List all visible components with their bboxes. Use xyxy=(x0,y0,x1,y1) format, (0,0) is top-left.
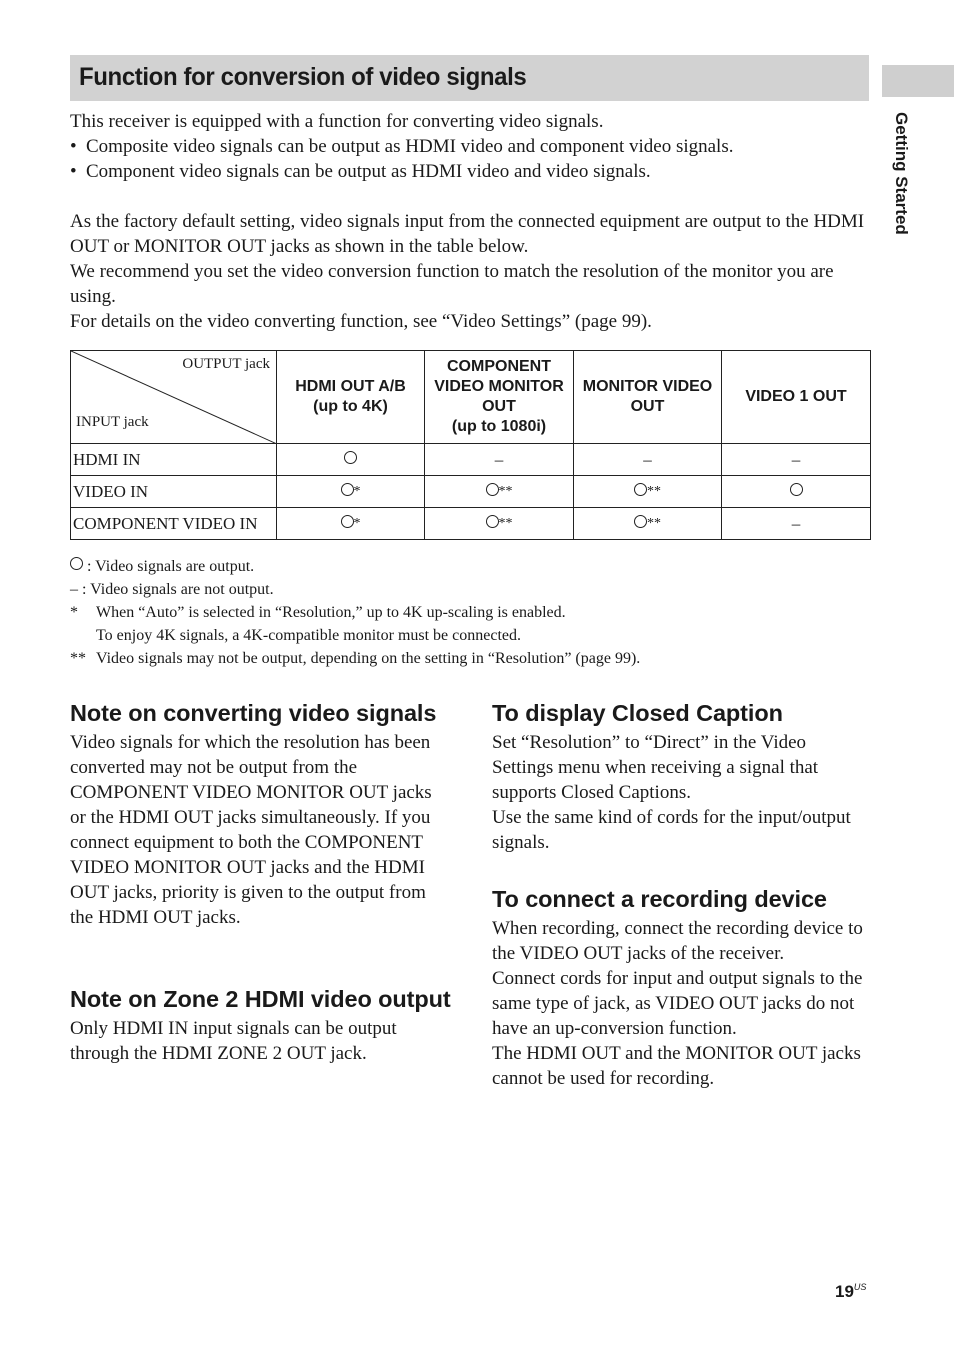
table-cell xyxy=(425,444,574,476)
recording-body: When recording, connect the recording device to the VIDEO OUT jacks of the receiver. xyxy=(492,918,863,964)
bullet-mark: • xyxy=(70,136,77,157)
column-header xyxy=(277,351,425,444)
table-cell xyxy=(722,508,871,540)
table-cell xyxy=(425,476,574,508)
table-row xyxy=(71,508,871,540)
footnote-mark: ** xyxy=(647,483,661,499)
note-converting-section xyxy=(70,701,452,930)
closed-caption-heading: To display Closed Caption xyxy=(492,700,783,726)
details-paragraph: For details on the video converting function, see “Video Settings” (page 99). xyxy=(70,311,652,332)
bullet-text: Composite video signals can be output as HDMI video and component video signals. xyxy=(86,136,734,157)
corner-input-label: INPUT jack xyxy=(76,414,149,430)
page-number-suffix: US xyxy=(853,1282,867,1292)
legend-dash-text: : Video signals are not output. xyxy=(78,581,274,598)
column-header xyxy=(722,351,871,444)
section-banner xyxy=(70,55,869,101)
table-cell xyxy=(277,476,425,508)
factory-default-block xyxy=(70,209,870,334)
circle-icon xyxy=(341,483,354,496)
circle-icon xyxy=(790,483,803,496)
footnote-mark: ** xyxy=(498,483,513,499)
circle-icon xyxy=(634,515,647,528)
corner-cell xyxy=(71,351,277,444)
closed-caption-section xyxy=(492,701,870,855)
legend-star-text-2: To enjoy 4K signals, a 4K-compatible monitor must be connected. xyxy=(96,627,522,644)
footnote-mark: ** xyxy=(647,515,661,531)
row-label: HDMI IN xyxy=(71,444,277,476)
table-cell xyxy=(722,476,871,508)
closed-caption-body-2: Use the same kind of cords for the input/output signals. xyxy=(492,807,851,853)
table-row xyxy=(71,444,871,476)
dash-mark: – xyxy=(643,449,652,469)
legend-star-text: When “Auto” is selected in “Resolution,” up to 4K up-scaling is enabled. xyxy=(96,604,566,621)
legend-double-star xyxy=(70,647,890,670)
side-tab-marker xyxy=(882,65,954,97)
note-zone2-section xyxy=(70,987,452,1066)
recording-section xyxy=(492,887,870,1091)
table-cell xyxy=(277,444,425,476)
bullet-text: Component video signals can be output as HDMI video and video signals. xyxy=(86,161,651,182)
intro-block xyxy=(70,109,870,184)
legend-circle xyxy=(70,555,890,578)
closed-caption-body: Set “Resolution” to “Direct” in the Video Settings menu when receiving a signal that supports Closed Captions. xyxy=(492,732,819,803)
circle-icon xyxy=(486,483,499,496)
recording-body-3: The HDMI OUT and the MONITOR OUT jacks cannot be used for recording. xyxy=(492,1043,861,1089)
recording-heading: To connect a recording device xyxy=(492,886,827,912)
legend-star xyxy=(70,601,890,624)
factory-default-paragraph: As the factory default setting, video signals input from the connected equipment are output to the HDMI OUT or MONITOR OUT jacks as shown in the table below. xyxy=(70,211,865,257)
table-header-row xyxy=(71,351,871,444)
legend-star-mark: * xyxy=(70,604,78,621)
circle-icon xyxy=(486,515,499,528)
circle-icon xyxy=(341,515,354,528)
note-zone2-body: Only HDMI IN input signals can be output through the HDMI ZONE 2 OUT jack. xyxy=(70,1018,397,1064)
table-cell xyxy=(425,508,574,540)
page-number-value: 19 xyxy=(835,1282,854,1301)
column-header-text: MONITOR VIDEO OUT xyxy=(582,378,713,415)
conversion-table xyxy=(70,350,871,540)
table-row xyxy=(71,476,871,508)
table-cell xyxy=(277,508,425,540)
table-legend xyxy=(70,555,890,670)
note-zone2-heading: Note on Zone 2 HDMI video output xyxy=(70,986,451,1012)
intro-bullet xyxy=(70,159,870,184)
table-cell xyxy=(722,444,871,476)
column-header-text: COMPONENT VIDEO MONITOR OUT (up to 1080i) xyxy=(434,358,564,435)
note-converting-heading: Note on converting video signals xyxy=(70,700,437,726)
footnote-mark: * xyxy=(353,483,361,499)
intro-line: This receiver is equipped with a function for converting video signals. xyxy=(70,111,604,132)
table-cell xyxy=(574,508,722,540)
legend-dash-mark: – xyxy=(70,581,78,598)
column-header xyxy=(425,351,574,444)
note-converting-body: Video signals for which the resolution has been converted may not be output from the COMPONENT VIDEO MONITOR OUT jacks or the HDMI OUT jacks simultaneously. If you connect equipment to both the COMPONENT VIDEO MONITOR OUT jacks and the HDMI OUT jacks, priority is given to the output from the HDMI OUT jacks. xyxy=(70,732,432,928)
section-title: Function for conversion of video signals xyxy=(79,63,527,91)
row-label: VIDEO IN xyxy=(71,476,277,508)
recommend-paragraph: We recommend you set the video conversion function to match the resolution of the monitor you are using. xyxy=(70,261,834,307)
footnote-mark: ** xyxy=(498,515,513,531)
legend-dash xyxy=(70,578,890,601)
intro-bullet xyxy=(70,134,870,159)
row-label: COMPONENT VIDEO IN xyxy=(71,508,277,540)
legend-double-star-mark: ** xyxy=(70,650,86,667)
bullet-mark: • xyxy=(70,161,77,182)
dash-mark: – xyxy=(791,449,801,469)
dash-mark: – xyxy=(791,513,801,533)
circle-icon xyxy=(344,451,357,464)
page-number xyxy=(835,1282,866,1302)
column-header xyxy=(574,351,722,444)
column-header-text: HDMI OUT A/B (up to 4K) xyxy=(295,378,406,415)
legend-circle-text: : Video signals are output. xyxy=(83,558,255,575)
side-label: Getting Started xyxy=(892,112,911,235)
recording-body-2: Connect cords for input and output signals to the same type of jack, as VIDEO OUT jacks do not have an up-conversion function. xyxy=(492,968,863,1039)
column-header-text: VIDEO 1 OUT xyxy=(745,388,847,405)
table-cell xyxy=(574,476,722,508)
table-cell xyxy=(574,444,722,476)
corner-output-label: OUTPUT jack xyxy=(182,356,270,372)
footnote-mark: * xyxy=(353,515,361,531)
dash-mark: – xyxy=(494,449,504,469)
circle-icon xyxy=(634,483,647,496)
circle-icon xyxy=(70,557,83,570)
legend-star-cont xyxy=(70,624,890,647)
legend-double-star-text: Video signals may not be output, depending on the setting in “Resolution” (page 99). xyxy=(96,650,641,667)
